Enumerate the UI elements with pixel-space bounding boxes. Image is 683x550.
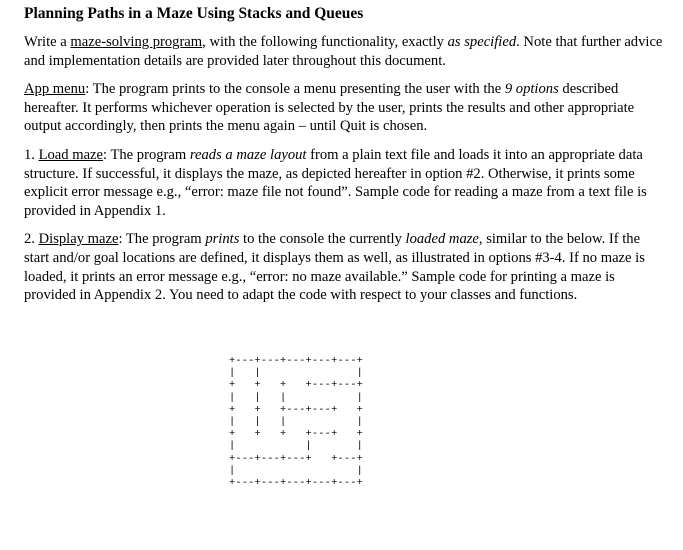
loaded-maze-emphasis: loaded maze,: [405, 231, 483, 248]
maze-line: | | |: [229, 440, 363, 453]
maze-line: +---+---+---+---+---+: [229, 477, 363, 490]
display-maze-number: 2.: [24, 231, 39, 248]
load-maze-heading: Load maze: [38, 146, 104, 163]
display-maze-paragraph: [24, 230, 664, 304]
intro-paragraph: [24, 33, 664, 70]
maze-line: + + +---+---+ +: [229, 403, 363, 416]
intro-text-2: , with the following functionality, exactly: [202, 34, 448, 50]
load-maze-text-1: : The program: [103, 146, 190, 163]
app-menu-paragraph: [24, 80, 664, 136]
maze-line: +---+---+---+---+---+: [229, 355, 363, 367]
load-maze-text-2: from a plain text file and loads it into an appropriate data structure. If successful, it displays the maze, as depicted hereafter in option #2. Otherwise, it prints some explicit error message e.g., “error: maze file not found”. Sample code for reading a maze from a text file is provided in Appendix 1.: [24, 146, 647, 219]
app-menu-text-1: : The program prints to the console a menu presenting the user with the: [85, 81, 505, 98]
intro-text-1: Write a: [24, 34, 71, 50]
app-menu-text-2: described hereafter. It performs whichever operation is selected by the user, prints the results and other appropriate output accordingly, then prints the menu again – until Quit is chosen.: [24, 81, 635, 135]
load-maze-number: 1.: [24, 146, 39, 163]
maze-solving-program-term: maze-solving program: [70, 34, 203, 50]
load-maze-paragraph: [24, 146, 664, 220]
nine-options-emphasis: 9 options: [504, 81, 559, 98]
maze-line: +---+---+---+ +---+: [229, 452, 363, 465]
maze-line: | | | |: [229, 391, 363, 404]
maze-line: | | |: [229, 367, 363, 380]
display-maze-heading: Display maze: [38, 231, 119, 248]
document-page: [24, 4, 664, 315]
app-menu-heading: App menu: [24, 81, 86, 98]
prints-emphasis: prints: [205, 231, 240, 248]
display-maze-text-2: to the console the currently: [239, 231, 406, 248]
document-title: Planning Paths in a Maze Using Stacks and Queues: [24, 5, 364, 22]
display-maze-text-3: similar to the below. If the start and/or goal locations are defined, it displays them as well, as illustrated in options #3-4. If no maze is loaded, it prints an error message e.g., “error: no maze available.” Sample code for printing a maze is provided in Appendix 2. You need to adapt the code with respect to your classes and functions.: [24, 231, 645, 304]
intro-text-3: . Note that further advice and implementation details are provided later throughout this document.: [24, 34, 663, 69]
maze-line: + + + +---+ +: [229, 428, 363, 441]
maze-diagram: [229, 355, 363, 489]
display-maze-text-1: : The program: [118, 231, 206, 248]
as-specified-emphasis: as specified: [447, 34, 517, 50]
maze-line: + + + +---+---+: [229, 379, 363, 392]
maze-line: | |: [229, 464, 363, 477]
maze-line: | | | |: [229, 416, 363, 429]
reads-maze-layout-emphasis: reads a maze layout: [189, 146, 307, 163]
